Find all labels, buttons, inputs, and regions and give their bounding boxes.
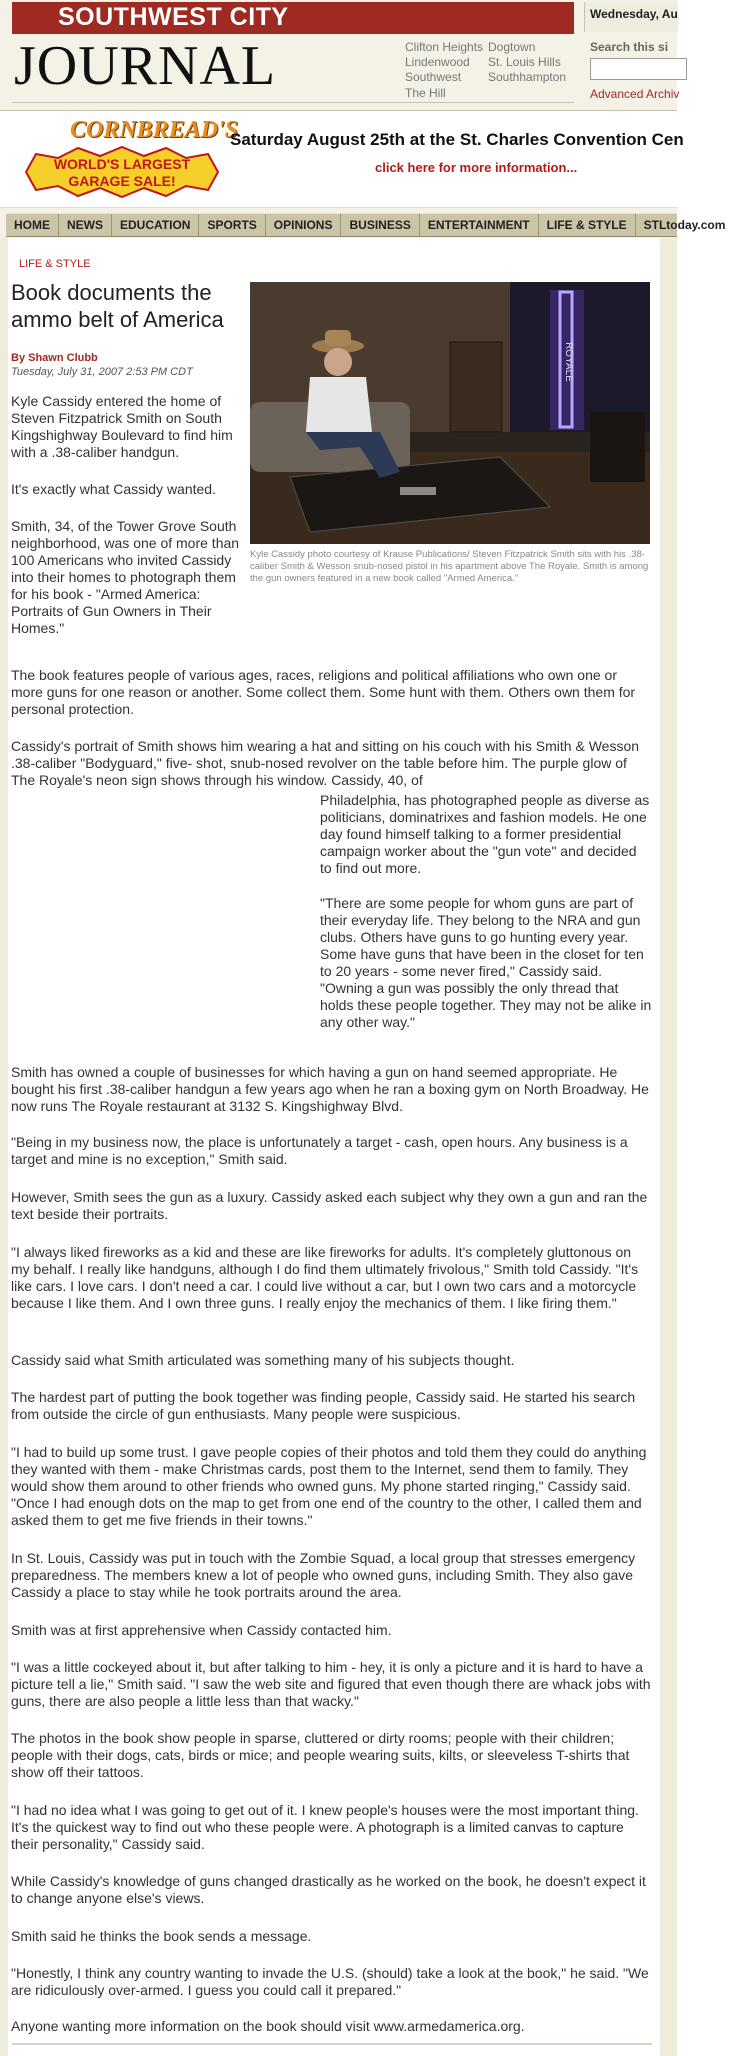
neighborhood-link[interactable]: St. Louis Hills — [488, 55, 561, 69]
masthead-divider — [12, 102, 574, 103]
badge-line-2: GARAGE SALE! — [68, 173, 176, 189]
article-paragraph: "I had no idea what I was going to get out of it. I knew people's houses were the most important thing. It's the quickest way to find out who these people were. A photograph is a limited canvas to capture their personality," Cassidy said. — [11, 1802, 639, 1852]
photo-lamp-table — [590, 412, 645, 482]
neighborhood-link[interactable]: The Hill — [405, 86, 446, 100]
article-paragraph: "Honestly, I think any country wanting to invade the U.S. (should) take a look at the book," he said. "We are ridiculously over-armed. I guess you could call it prepared." — [11, 1965, 649, 1998]
article-paragraph: Kyle Cassidy entered the home of Steven Fitzpatrick Smith on South Kingshighway Boulevard to find him with a .38-caliber handgun. — [11, 393, 233, 460]
search-label: Search this si — [590, 40, 669, 54]
nav-life-style[interactable]: LIFE & STYLE — [539, 214, 636, 236]
article-paragraph: Cassidy's portrait of Smith shows him wearing a hat and sitting on his couch with his Smith & Wesson .38-caliber "Bodyguard," five- shot, snub-nosed revolver on the table before him. The purple glow of The Royale's neon sign shows through his window. Cassidy, 40, of — [11, 738, 640, 788]
page-frame-left — [0, 238, 8, 2056]
neighborhood-link[interactable]: Clifton Heights — [405, 40, 484, 54]
neighborhood-link[interactable]: Lindenwood — [405, 55, 470, 69]
article-paragraph: "I was a little cockeyed about it, but after talking to him - hey, it is only a picture and it is hard to have a picture tell a lie," Smith said. "I saw the web site and figured that even though there are whack jobs with guns, there are also people a little less than that wacky." — [11, 1659, 651, 1709]
article-paragraph: Philadelphia, has photographed people as diverse as politicians, dominatrixes and fashion models. He one day found himself talking to a former presidential campaign worker about the "gun vote" and decided to find out more. — [320, 792, 650, 876]
article-paragraph: However, Smith sees the gun as a luxury. Cassidy asked each subject why they own a gun and ran the text beside their portraits. — [11, 1189, 648, 1222]
photo-hat-crown — [325, 330, 351, 346]
article-paragraph: While Cassidy's knowledge of guns changed drastically as he worked on the book, he doesn't expect it to change anyone else's views. — [11, 1873, 646, 1906]
neighborhood-link[interactable]: Dogtown — [488, 40, 536, 54]
article-paragraph: Cassidy said what Smith articulated was something many of his subjects thought. — [11, 1352, 515, 1368]
garage-sale-badge[interactable] — [18, 146, 226, 198]
article-paragraph: It's exactly what Cassidy wanted. — [11, 481, 216, 497]
page-frame-right — [660, 238, 677, 2056]
promo-brand[interactable]: CORNBREAD'S — [70, 117, 239, 143]
photo-caption: Kyle Cassidy photo courtesy of Krause Publications/ Steven Fitzpatrick Smith sits with his .38-caliber Smith & Wesson snub-nosed pistol in his apartment above The Royale. Smith is among the gun owners featured in a new book called "Armed America." — [250, 549, 649, 584]
dateline: Tuesday, July 31, 2007 2:53 PM CDT — [11, 366, 193, 378]
brand-journal-logo[interactable]: JOURNAL — [14, 35, 277, 97]
article-paragraph: In St. Louis, Cassidy was put in touch with the Zombie Squad, a local group that stresses emergency preparedness. The members knew a lot of people who owned guns, including Smith. They also gave Cassidy a place to stay while he took portraits around the area. — [11, 1550, 636, 1600]
article-paragraph: Smith was at first apprehensive when Cassidy contacted him. — [11, 1622, 392, 1638]
badge-burst-shape — [26, 147, 218, 197]
article-paragraph: The hardest part of putting the book together was finding people, Cassidy said. He started his search from outside the circle of gun enthusiasts. Many people were suspicious. — [11, 1389, 636, 1422]
article-paragraph: The book features people of various ages, races, religions and political affiliations who own one or more guns for one reason or another. Some collect them. Some hunt with them. Others own them for personal protection. — [11, 667, 636, 717]
section-label[interactable]: LIFE & STYLE — [19, 258, 91, 270]
photo-cabinet — [450, 342, 502, 432]
article-paragraph: The photos in the book show people in sparse, cluttered or dirty rooms; people with their children; people with their dogs, cats, birds or mice; and people wearing suits, kilts, or sleeveless T-shirts that show off their tattoos. — [11, 1730, 630, 1780]
nav-education[interactable]: EDUCATION — [112, 214, 199, 236]
promo-info-link[interactable]: click here for more information... — [375, 160, 578, 175]
photo-revolver — [400, 487, 436, 495]
nav-sports[interactable]: SPORTS — [199, 214, 265, 236]
photo-face — [324, 348, 352, 376]
article-paragraph: Smith said he thinks the book sends a message. — [11, 1928, 312, 1944]
main-nav — [6, 213, 726, 237]
current-date: Wednesday, Au — [590, 7, 678, 21]
search-input[interactable] — [590, 58, 687, 80]
article-paragraph: "There are some people for whom guns are part of their everyday life. They belong to the NRA and gun clubs. Others have guns to go hunting every year. Some have guns that have been in the closet for ten to 20 years - some never fired," Cassidy said. "Owning a gun was possibly the only thread that holds these people together. They may not be alike in any other way." — [320, 895, 652, 1030]
article-photo[interactable] — [250, 282, 650, 544]
promo-date-line[interactable]: Saturday August 25th at the St. Charles Convention Cen — [230, 130, 684, 149]
nav-home[interactable]: HOME — [6, 214, 59, 236]
neighborhood-link[interactable]: Southhampton — [488, 70, 567, 84]
article-paragraph: Anyone wanting more information on the book should visit www.armedamerica.org. — [11, 2018, 525, 2034]
photo-neon-text: ROYALE — [563, 342, 574, 382]
neighborhood-link[interactable]: Southwest — [405, 70, 462, 84]
article-paragraph: Smith has owned a couple of businesses for which having a gun on hand seemed appropriate. He bought his first .38-caliber handgun a few years ago when he ran a boxing gym on North Broadway. He now runs The Royale restaurant at 3132 S. Kingshighway Blvd. — [11, 1064, 649, 1114]
advanced-archive-link[interactable]: Advanced Archiv — [590, 87, 680, 101]
byline[interactable]: By Shawn Clubb — [11, 352, 98, 364]
article-paragraph: Smith, 34, of the Tower Grove South neighborhood, was one of more than 100 Americans who invited Cassidy into their homes to photograph them for his book - "Armed America: Portraits of Gun Owners in Their Homes." — [11, 518, 240, 636]
article-end-divider — [12, 2043, 652, 2045]
nav-stltoday[interactable]: STLtoday.com — [643, 218, 726, 232]
nav-entertainment[interactable]: ENTERTAINMENT — [420, 214, 539, 236]
photo-shirt — [306, 377, 372, 432]
badge-line-1: WORLD'S LARGEST — [53, 156, 191, 172]
article-paragraph: "I had to build up some trust. I gave people copies of their photos and told them they could do anything they wanted with them - make Christmas cards, post them to the Internet, send them to family. They would show them around to other friends who owned guns. My phone started ringing," Cassidy said. "Once I had enough dots on the map to get from one end of the country to the other, I called them and asked them to get me five friends in their towns." — [11, 1444, 647, 1528]
article-headline: Book documents the ammo belt of America — [11, 280, 224, 332]
brand-top-text[interactable]: SOUTHWEST CITY — [58, 3, 289, 31]
article-paragraph: "I always liked fireworks as a kid and these are like fireworks for adults. It's completely gluttonous on my behalf. I really like handguns, although I do find them ultimately frivolous," Smith told Cassidy. "It's like cars. I love cars. I don't need a car. I could live without a car, but I own two cars and a motorcycle because I like them. And I own three guns. I really enjoy the mechanics of them. I like firing them." — [11, 1244, 639, 1311]
nav-news[interactable]: NEWS — [59, 214, 112, 236]
nav-opinions[interactable]: OPINIONS — [266, 214, 342, 236]
article-paragraph: "Being in my business now, the place is unfortunately a target - cash, open hours. Any business is a target and mine is no exception," Smith said. — [11, 1134, 628, 1167]
nav-business[interactable]: BUSINESS — [341, 214, 419, 236]
